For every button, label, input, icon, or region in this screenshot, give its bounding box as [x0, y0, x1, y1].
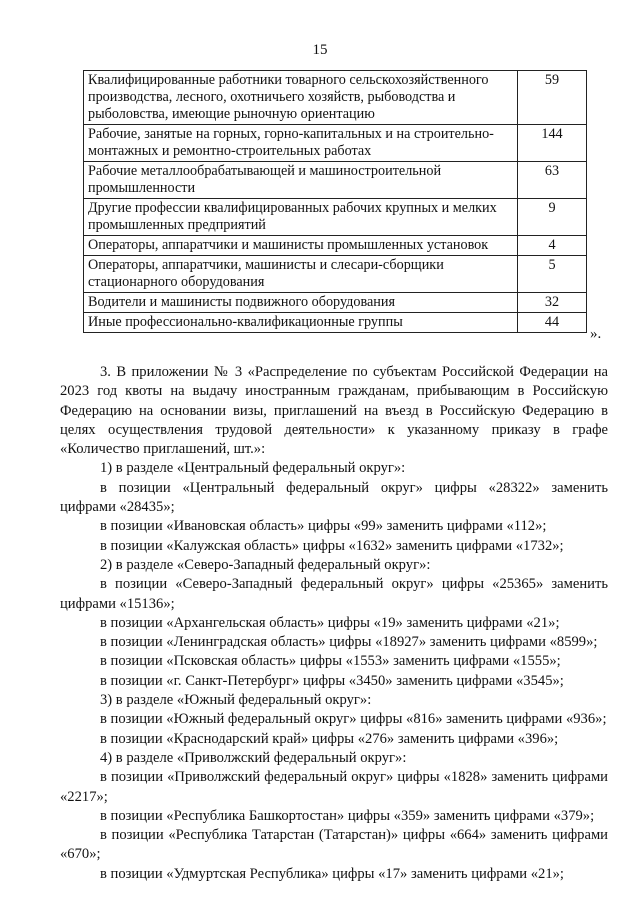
- paragraph: в позиции «Республика Татарстан (Татарстан)» цифры «664» заменить цифрами «670»;: [60, 827, 608, 863]
- row-value: 32: [518, 293, 587, 313]
- section-heading: 4) в разделе «Приволжский федеральный округ»:: [100, 749, 407, 766]
- row-label: Рабочие металлообрабатывающей и машиностроительной промышленности: [84, 162, 518, 199]
- quota-table: [83, 70, 587, 333]
- section-heading: 1) в разделе «Центральный федеральный округ»:: [100, 460, 406, 477]
- paragraph: в позиции «Южный федеральный округ» цифры «816» заменить цифрами «936»;: [100, 711, 607, 728]
- paragraph: в позиции «Калужская область» цифры «1632» заменить цифрами «1732»;: [100, 537, 564, 554]
- paragraph: в позиции «г. Санкт-Петербург» цифры «3450» заменить цифрами «3545»;: [100, 672, 564, 689]
- row-value: 4: [518, 236, 587, 256]
- paragraph: в позиции «Приволжский федеральный округ» цифры «1828» заменить цифрами «2217»;: [60, 769, 608, 805]
- table-row: [84, 125, 587, 162]
- paragraph: в позиции «Удмуртская Республика» цифры «17» заменить цифрами «21»;: [100, 865, 564, 882]
- table-row: [84, 293, 587, 313]
- paragraph: в позиции «Республика Башкортостан» цифры «359» заменить цифрами «379»;: [100, 807, 595, 824]
- table-row: [84, 313, 587, 333]
- row-value: 144: [518, 125, 587, 162]
- paragraph: в позиции «Псковская область» цифры «1553» заменить цифрами «1555»;: [100, 653, 561, 670]
- row-label: Операторы, аппаратчики, машинисты и слесари-сборщики стационарного оборудования: [84, 256, 518, 293]
- row-value: 59: [518, 71, 587, 125]
- section-heading: 2) в разделе «Северо-Западный федеральный округ»:: [100, 556, 431, 573]
- row-label: Водители и машинисты подвижного оборудования: [84, 293, 518, 313]
- table-row: [84, 162, 587, 199]
- paragraph: в позиции «Краснодарский край» цифры «276» заменить цифрами «396»;: [100, 730, 559, 747]
- paragraph: в позиции «Ленинградская область» цифры «18927» заменить цифрами «8599»;: [100, 634, 598, 651]
- row-label: Иные профессионально-квалификационные группы: [84, 313, 518, 333]
- row-value: 9: [518, 199, 587, 236]
- document-body: [60, 363, 608, 884]
- paragraph: в позиции «Архангельская область» цифры «19» заменить цифрами «21»;: [100, 614, 560, 631]
- table-row: [84, 71, 587, 125]
- paragraph: в позиции «Ивановская область» цифры «99» заменить цифрами «112»;: [100, 518, 547, 535]
- section-heading: 3) в разделе «Южный федеральный округ»:: [100, 692, 372, 709]
- row-label: Рабочие, занятые на горных, горно-капитальных и на строительно-монтажных и ремонтно-строительных работах: [84, 125, 518, 162]
- table-row: [84, 199, 587, 236]
- paragraph: в позиции «Северо-Западный федеральный округ» цифры «25365» заменить цифрами «15136»;: [60, 576, 608, 612]
- row-label: Другие профессии квалифицированных рабочих крупных и мелких промышленных предприятий: [84, 199, 518, 236]
- row-value: 44: [518, 313, 587, 333]
- row-label: Квалифицированные работники товарного сельскохозяйственного производства, лесного, охотничьего хозяйств, рыбоводства и рыболовства, имеющие рыночную ориентацию: [84, 71, 518, 125]
- paragraph: в позиции «Центральный федеральный округ» цифры «28322» заменить цифрами «28435»;: [60, 479, 608, 516]
- table-row: [84, 256, 587, 293]
- row-value: 5: [518, 256, 587, 293]
- row-label: Операторы, аппаратчики и машинисты промышленных установок: [84, 236, 518, 256]
- row-value: 63: [518, 162, 587, 199]
- page-number: 15: [312, 42, 328, 58]
- closing-quote: ».: [590, 326, 602, 342]
- table-row: [84, 236, 587, 256]
- paragraph: 3. В приложении № 3 «Распределение по субъектам Российской Федерации на 2023 год квоты на выдачу иностранным гражданам, прибывающим в Российскую Федерацию на основании визы, приглашений на въезд в Российскую Федерацию в целях осуществления трудовой деятельности» к указанному приказу в графе «Количество приглашений, шт.»:: [60, 364, 608, 458]
